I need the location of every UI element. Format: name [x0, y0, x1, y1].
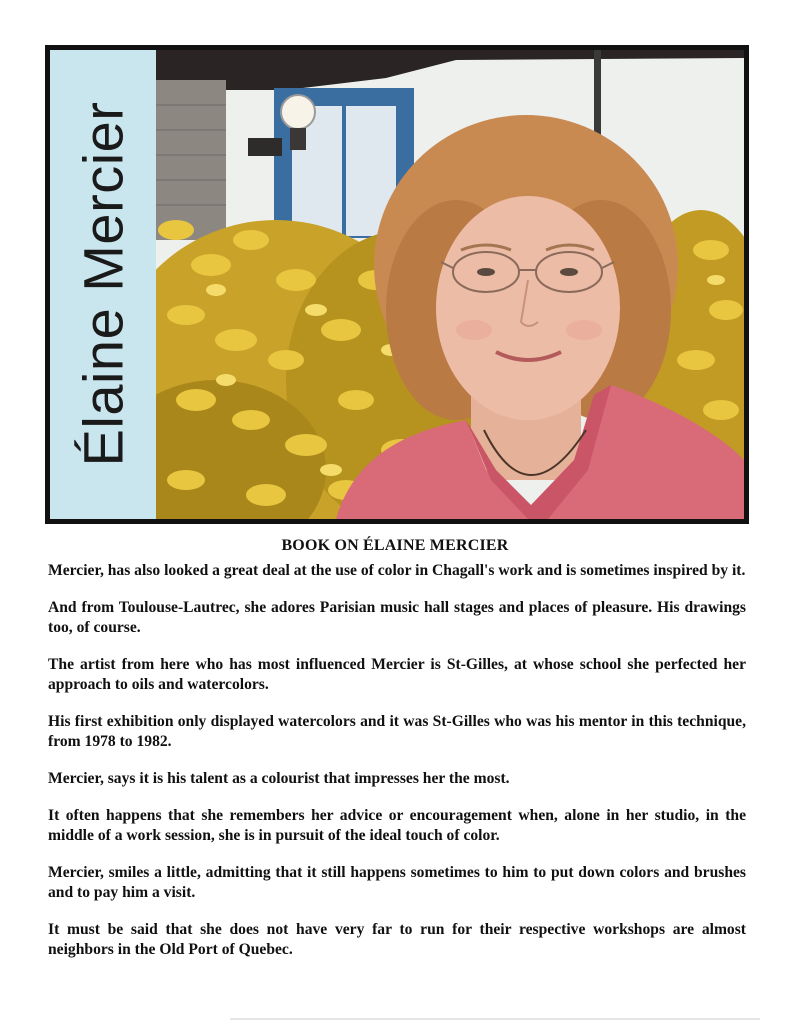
paragraph-colourist: Mercier, says it is his talent as a colourist that impresses her the most.	[48, 770, 510, 787]
bottom-divider	[230, 1018, 760, 1020]
paragraph-first-exhibition: His first exhibition only displayed watercolors and it was St-Gilles who was his mentor in this technique, from 1978 to 1982.	[48, 713, 746, 750]
artist-portrait-photo	[156, 50, 744, 519]
paragraph-neighbors: It must be said that she does not have very far to run for their respective workshops are almost neighbors in the Old Port of Quebec.	[48, 921, 746, 958]
paragraph-toulouse-lautrec: And from Toulouse-Lautrec, she adores Parisian music hall stages and places of pleasure. His drawings too, of course.	[48, 599, 746, 636]
face	[436, 196, 620, 420]
right-eye	[560, 268, 578, 276]
artist-name-vertical: Élaine Mercier	[71, 101, 135, 467]
brick-wall	[156, 80, 226, 240]
left-eye	[477, 268, 495, 276]
paragraph-st-gilles-influence: The artist from here who has most influenced Mercier is St-Gilles, at whose school she perfected her approach to oils and watercolors.	[48, 656, 746, 693]
book-title: BOOK ON ÉLAINE MERCIER	[281, 537, 509, 554]
hero-banner	[45, 45, 749, 524]
article-body	[48, 561, 746, 977]
name-band	[50, 50, 156, 519]
lamp-bracket	[248, 138, 282, 156]
paragraph-studio: It often happens that she remembers her advice or encouragement when, alone in her studio, in the middle of a work session, she is in pursuit of the ideal touch of color.	[48, 807, 746, 844]
paragraph-visit: Mercier, smiles a little, admitting that it still happens sometimes to him to put down colors and brushes and to pay him a visit.	[48, 864, 746, 901]
paragraph-chagall: Mercier, has also looked a great deal at the use of color in Chagall's work and is sometimes inspired by it.	[48, 562, 746, 579]
lamp-globe	[281, 95, 315, 129]
